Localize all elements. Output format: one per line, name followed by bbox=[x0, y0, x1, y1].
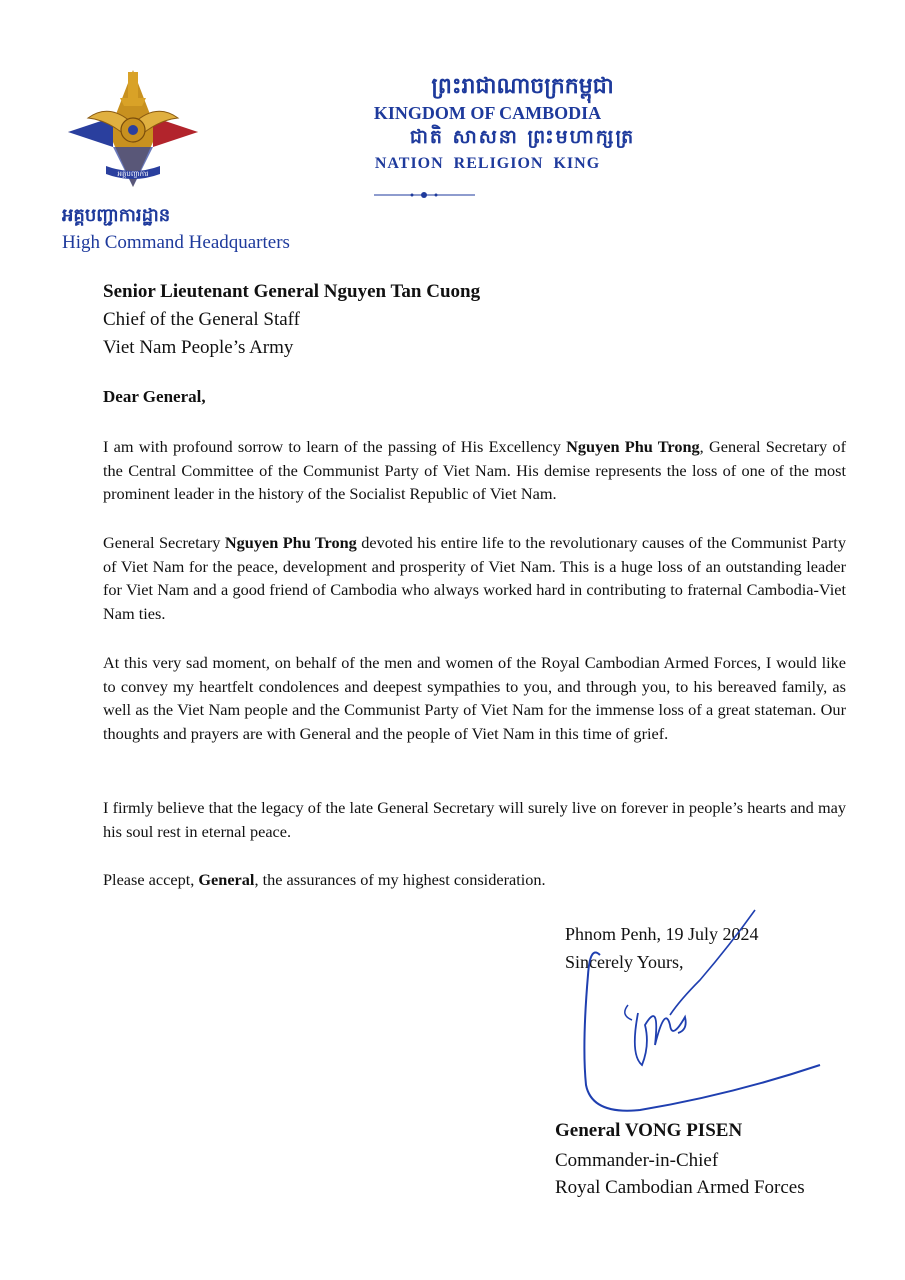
motto-khmer: ជាតិ សាសនា ព្រះមហាក្សត្រ bbox=[409, 126, 636, 148]
closing-sincerely: Sincerely Yours, bbox=[565, 952, 684, 972]
body-paragraph-1: I am with profound sorrow to learn of the passing of His Excellency Nguyen Phu Trong, General Secretary of the Central Committee of the Communist Party of Viet Nam. His demise represents the loss of one of the most prominent leader in the history of the Socialist Republic of Viet Nam. bbox=[103, 437, 846, 504]
addressee-name: Senior Lieutenant General Nguyen Tan Cuong bbox=[103, 281, 481, 302]
emphasis-general: General bbox=[198, 870, 255, 889]
body-paragraph-2: General Secretary Nguyen Phu Trong devoted his entire life to the revolutionary causes of the Communist Party of Viet Nam for the peace, development and prosperity of Viet Nam. This is a huge loss of an outstanding leader for Viet Nam and a good friend of Cambodia who always worked hard in contributing to fraternal Cambodia-Viet Nam ties. bbox=[103, 533, 846, 623]
hq-khmer-label: អគ្គបញ្ជាការដ្ឋាន bbox=[62, 205, 171, 226]
handwritten-signature bbox=[560, 905, 860, 1135]
signer-name: General VONG PISEN bbox=[555, 1120, 743, 1141]
ornamental-divider bbox=[372, 185, 477, 205]
motto-english: NATION RELIGION KING bbox=[374, 155, 601, 172]
kingdom-english-title: KINGDOM OF CAMBODIA bbox=[373, 103, 602, 123]
hq-english-label: High Command Headquarters bbox=[62, 232, 290, 253]
salutation: Dear General, bbox=[103, 387, 206, 406]
emblem-ribbon-text: អគ្គបញ្ជាការ bbox=[117, 170, 149, 178]
signer-organization: Royal Cambodian Armed Forces bbox=[555, 1177, 805, 1198]
addressee-organization: Viet Nam People’s Army bbox=[103, 337, 294, 358]
addressee-title: Chief of the General Staff bbox=[103, 309, 300, 330]
emphasis-name: Nguyen Phu Trong bbox=[566, 437, 700, 456]
signer-title: Commander-in-Chief bbox=[555, 1150, 719, 1171]
place-date: Phnom Penh, 19 July 2024 bbox=[565, 924, 759, 944]
emphasis-name: Nguyen Phu Trong bbox=[224, 533, 357, 552]
body-paragraph-5: Please accept, General, the assurances of my highest consideration. bbox=[103, 870, 546, 889]
kingdom-khmer-title: ព្រះរាជាណាចក្រកម្ពុជា bbox=[431, 74, 614, 99]
body-paragraph-4: I firmly believe that the legacy of the late General Secretary will surely live on forever in people’s hearts and may his soul rest in eternal peace. bbox=[103, 798, 846, 841]
body-paragraph-3: At this very sad moment, on behalf of the men and women of the Royal Cambodian Armed Forces, I would like to convey my heartfelt condolences and deepest sympathies to you, and through you, to his bereaved family, as well as the Viet Nam people and the Communist Party of Viet Nam for the immense loss of a great stateman. Our thoughts and prayers are with General and the people of Viet Nam in this time of grief. bbox=[103, 653, 846, 743]
